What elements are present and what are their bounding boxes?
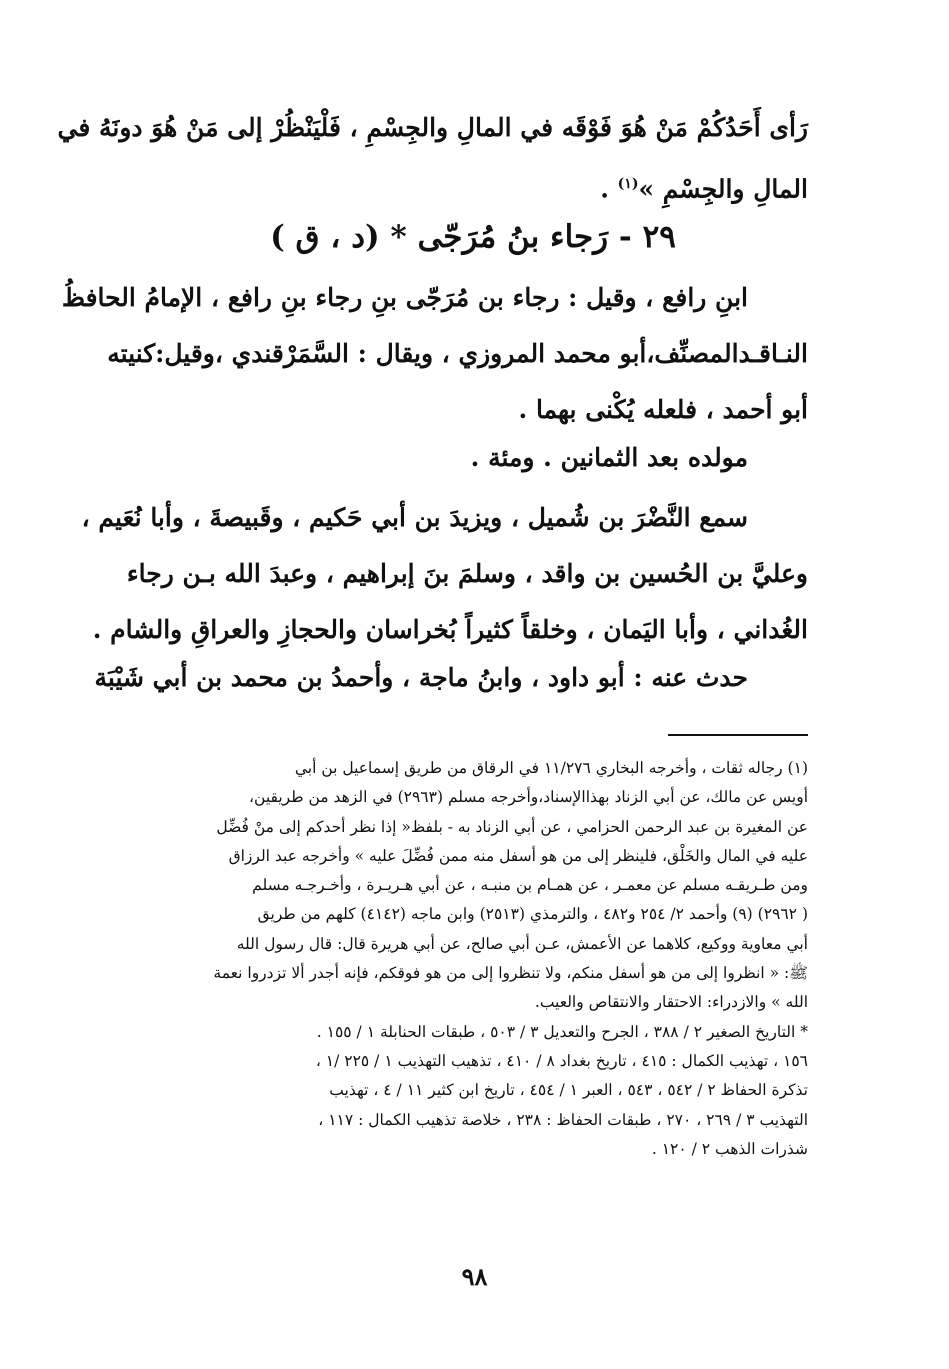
footnote-line: ١٥٦ ، تهذيب الكمال : ٤١٥ ، تاريخ بغداد ٨ / ٤١٠ ، تذهيب التهذيب ١ / ٢٢٥ /١ ، (315, 1051, 808, 1070)
footnote-line: عليه في المال والخَلْق، فلينظر إلى من هو أسفل منه ممن فُضِّلَ عليه » وأخرجه عبد الرزاق (228, 846, 808, 865)
footnote-line: (١) رجاله ثقات ، وأخرجه البخاري ١١/٢٧٦ في الرقاق من طريق إسماعيل بن أبي (294, 759, 808, 777)
text-line: رَأى أَحَدُكُمْ مَنْ هُوَ فَوْقَه في المالِ والجِسْمِ ، فَلْيَنْظُرْ إلى مَنْ هُوَ دونَهُ في (57, 113, 808, 142)
footnote-line: تذكرة الحفاظ ٢ / ٥٤٢ ، ٥٤٣ ، العبر ١ / ٤٥٤ ، تاريخ ابن كثير ١١ / ٤ ، تهذيب (329, 1081, 808, 1100)
text-line: مولده بعد الثمانين . ومئة . (470, 443, 748, 472)
paragraph-birth (138, 430, 808, 486)
footnote-line: ومن طـريقـه مسلم عن معمـر ، عن همـام بن منبـه ، عن أبي هـريـرة ، وأخـرجـه مسلم (252, 876, 808, 895)
footnotes (138, 754, 808, 1164)
footnote-line: شذرات الذهب ٢ / ١٢٠ . (651, 1139, 808, 1158)
text-segment: . (600, 174, 618, 204)
text-line: ابنِ رافع ، وقيل : رجاء بن مُرَجّى بنِ رجاء بنِ رافع ، الإمامُ الحافظُ (61, 283, 748, 312)
text-line (138, 156, 808, 217)
text-line: الغُداني ، وأبا اليَمان ، وخلقاً كثيراً بُخراسان والحجازِ والعراقِ والشام . (92, 615, 808, 644)
footnote-line: التهذيب ٣ / ٢٦٩ ، ٢٧٠ ، طبقات الحفاظ : ٢٣٨ ، خلاصة تذهيب الكمال : ١١٧ ، (318, 1110, 808, 1129)
text-segment: المالِ والجِسْمِ » (638, 174, 808, 204)
text-line: النـاقـدالمصنِّف،أبو محمد المروزي ، ويقال : السَّمَرْقندي ،وقيل:كنيته (107, 339, 808, 368)
footnote-line: * التاريخ الصغير ٢ / ٣٨٨ ، الجرح والتعديل ٣ / ٥٠٣ ، طبقات الحنابلة ١ / ١٥٥ . (316, 1022, 808, 1041)
text-line: أبو أحمد ، فلعله يُكْنى بهما . (518, 395, 808, 424)
text-line: سمع النَّضْرَ بن شُميل ، ويزيدَ بن أبي حَكيم ، وقَبيصةَ ، وأبا نُعَيم ، (81, 503, 748, 532)
paragraph-teachers (81, 490, 808, 658)
text-line: وعليَّ بن الحُسين بن واقد ، وسلمَ بنَ إبراهيم ، وعبدَ الله بـن رجاء (126, 559, 808, 588)
entry-heading: ٢٩ - رَجاء بنُ مُرَجّى * (د ، ق ) (270, 219, 676, 255)
footnote-marker: (١) (617, 176, 639, 192)
continued-text (57, 100, 808, 217)
paragraph-students (94, 650, 808, 706)
footnote-line: أويس عن مالك، عن أبي الزناد بهذاالإسناد،وأخرجه مسلم (٢٩٦٣) في الزهد من طريقين، (249, 788, 808, 807)
footnote-line: ( ٢٩٦٢) (٩) وأحمد ٢/ ٢٥٤ و٤٨٢ ، والترمذي (٢٥١٣) وابن ماجه (٤١٤٢) كلهم من طريق (257, 905, 808, 924)
text-line: حدث عنه : أبو داود ، وابنُ ماجة ، وأحمدُ بن محمد بن أبي شَيْبَة (94, 663, 748, 692)
footnote-line: عن المغيرة بن عبد الرحمن الحزامي ، عن أبي الزناد به - بلفظ« إذا نظر أحدكم إلى منْ فُضِّل (216, 817, 808, 836)
footnote-line: أبي معاوية ووكيع، كلاهما عن الأعمش، عـن أبي صالح، عن أبي هريرة قال: قال رسول الله (236, 934, 808, 953)
footnote-divider (668, 734, 808, 736)
footnote-line: الله » والازدراء: الاحتقار والانتقاص والعيب. (534, 993, 808, 1012)
paragraph-lineage (61, 270, 808, 438)
footnote-line: ﷺ: « انظروا إلى من هو أسفل منكم، ولا تنظروا إلى من هو فوقكم، فإنه أجدر ألا تزدروا نعمة (213, 964, 808, 983)
page-number: ٩٨ (461, 1262, 488, 1291)
